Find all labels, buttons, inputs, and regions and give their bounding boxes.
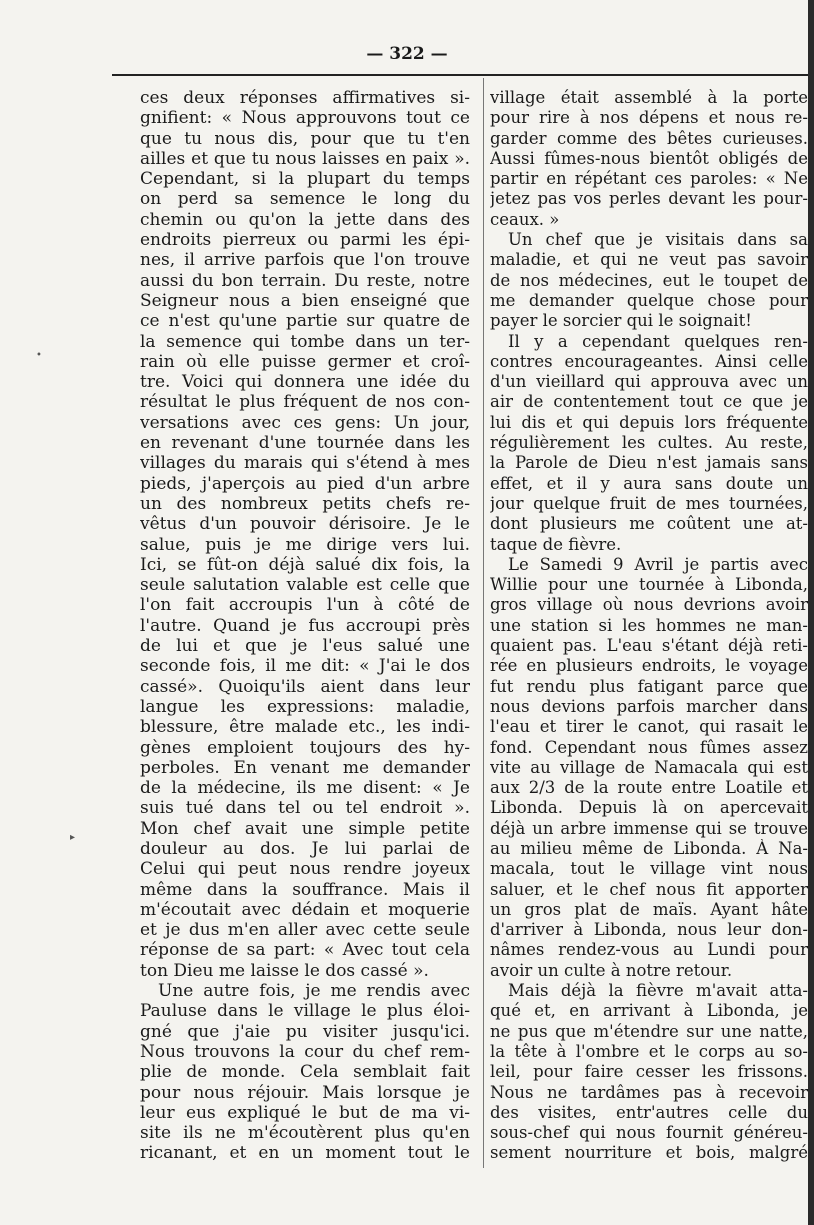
text-line: suis tué dans tel ou tel endroit ». bbox=[140, 798, 470, 819]
text-line: des visites, entr'autres celle du bbox=[490, 1102, 808, 1122]
text-line: gros village où nous devrions avoir bbox=[490, 595, 808, 615]
text-line: Ici, se fût-on déjà salué dix fois, la bbox=[140, 554, 470, 575]
text-line: en revenant d'une tournée dans les bbox=[140, 433, 470, 454]
text-line: seconde fois, il me dit: « J'ai le dos bbox=[140, 656, 470, 677]
text-line: jour quelque fruit de mes tournées, bbox=[490, 493, 808, 513]
text-line: d'un vieillard qui approuva avec un bbox=[490, 372, 808, 392]
text-line: ailles et que tu nous laisses en paix ». bbox=[140, 148, 470, 169]
text-line: de nos médecines, eut le toupet de bbox=[490, 270, 808, 290]
text-line: ce n'est qu'une partie sur quatre de bbox=[140, 311, 470, 332]
text-line: gnifient: « Nous approuvons tout ce bbox=[140, 108, 470, 129]
text-line: Il y a cependant quelques ren- bbox=[508, 331, 808, 351]
text-line: ne pus que m'étendre sur une natte, bbox=[490, 1021, 808, 1041]
text-line: pieds, j'aperçois au pied d'un arbre bbox=[140, 473, 470, 494]
text-line: site ils ne m'écoutèrent plus qu'en bbox=[140, 1123, 470, 1144]
text-line: d'arriver à Libonda, nous leur don- bbox=[490, 920, 808, 940]
text-line: effet, et il y aura sans doute un bbox=[490, 473, 808, 493]
text-line: cassé». Quoiqu'ils aient dans leur bbox=[140, 676, 470, 697]
text-line: pour rire à nos dépens et nous re- bbox=[490, 108, 808, 128]
text-line: la semence qui tombe dans un ter- bbox=[140, 331, 470, 352]
text-line: aux 2/3 de la route entre Loatile et bbox=[490, 778, 808, 798]
text-line: partir en répétant ces paroles: « Ne bbox=[490, 169, 808, 189]
text-line: Mais déjà la fièvre m'avait atta- bbox=[508, 981, 808, 1001]
text-line: Mon chef avait une simple petite bbox=[140, 818, 470, 839]
text-line: chemin ou qu'on la jette dans des bbox=[140, 209, 470, 230]
header-rule bbox=[112, 74, 812, 76]
text-line: leur eus expliqué le but de ma vi- bbox=[140, 1102, 470, 1123]
text-line: blessure, être malade etc., les indi- bbox=[140, 717, 470, 738]
text-line: un gros plat de maïs. Ayant hâte bbox=[490, 899, 808, 919]
text-line: versations avec ces gens: Un jour, bbox=[140, 412, 470, 433]
text-line: qué et, en arrivant à Libonda, je bbox=[490, 1001, 808, 1021]
text-line: quaient pas. L'eau s'étant déjà reti- bbox=[490, 636, 808, 656]
text-line: m'écoutait avec dédain et moquerie bbox=[140, 899, 470, 920]
text-line: villages du marais qui s'étend à mes bbox=[140, 453, 470, 474]
text-line: contres encourageantes. Ainsi celle bbox=[490, 351, 808, 371]
text-line: on perd sa semence le long du bbox=[140, 189, 470, 210]
text-line: ceaux. » bbox=[490, 209, 560, 229]
text-line: gènes emploient toujours des hy- bbox=[140, 737, 470, 758]
text-line: Aussi fûmes-nous bientôt obligés de bbox=[490, 148, 808, 168]
text-line: payer le sorcier qui le soignait! bbox=[490, 311, 752, 331]
text-line: Seigneur nous a bien enseigné que bbox=[140, 290, 470, 311]
text-line: tre. Voici qui donnera une idée du bbox=[140, 372, 470, 393]
text-line: Pauluse dans le village le plus éloi- bbox=[140, 1001, 470, 1022]
text-line: air de contentement tout ce que je bbox=[490, 392, 808, 412]
text-line: vite au village de Namacala qui est bbox=[490, 757, 808, 777]
text-line: plie de monde. Cela semblait fait bbox=[140, 1062, 470, 1083]
text-line: seule salutation valable est celle que bbox=[140, 575, 470, 596]
text-line: Cependant, si la plupart du temps bbox=[140, 169, 470, 190]
text-line: l'eau et tirer le canot, qui rasait le bbox=[490, 717, 808, 737]
text-line: et je dus m'en aller avec cette seule bbox=[140, 920, 470, 941]
text-line: régulièrement les cultes. Au reste, bbox=[490, 433, 808, 453]
text-line: Nous ne tardâmes pas à recevoir bbox=[490, 1082, 808, 1102]
text-line: sous-chef qui nous fournit généreu- bbox=[490, 1123, 808, 1143]
text-line: rain où elle puisse germer et croî- bbox=[140, 351, 470, 372]
text-line: perboles. En venant me demander bbox=[140, 757, 470, 778]
text-line: déjà un arbre immense qui se trouve bbox=[490, 818, 808, 838]
text-line: Libonda. Depuis là on apercevait bbox=[490, 798, 808, 818]
text-line: avoir un culte à notre retour. bbox=[490, 960, 733, 980]
text-line: jetez pas vos perles devant les pour- bbox=[490, 189, 808, 209]
text-line: Willie pour une tournée à Libonda, bbox=[490, 575, 808, 595]
text-line: la tête à l'ombre et le corps au so- bbox=[490, 1041, 808, 1061]
text-line: réponse de sa part: « Avec tout cela bbox=[140, 940, 470, 961]
text-line: même dans la souffrance. Mais il bbox=[140, 879, 470, 900]
text-line: leil, pour faire cesser les frissons. bbox=[490, 1062, 808, 1082]
text-line: endroits pierreux ou parmi les épi- bbox=[140, 230, 470, 251]
text-line: fut rendu plus fatigant parce que bbox=[490, 676, 808, 696]
text-line: vêtus d'un pouvoir dérisoire. Je le bbox=[140, 514, 470, 535]
text-line: pour nous réjouir. Mais lorsque je bbox=[140, 1082, 470, 1103]
text-line: ricanant, et en un moment tout le bbox=[140, 1143, 470, 1164]
column-divider bbox=[483, 78, 484, 1168]
margin-speck: ▸ bbox=[70, 832, 76, 843]
text-line: une station si les hommes ne man- bbox=[490, 615, 808, 635]
text-line: langue les expressions: maladie, bbox=[140, 696, 470, 717]
text-line: saluer, et le chef nous fit apporter bbox=[490, 879, 808, 899]
text-line: de lui et que je l'eus salué une bbox=[140, 636, 470, 657]
text-line: Celui qui peut nous rendre joyeux bbox=[140, 859, 470, 880]
text-line: la Parole de Dieu n'est jamais sans bbox=[490, 453, 808, 473]
text-line: macala, tout le village vint nous bbox=[490, 859, 808, 879]
text-line: douleur au dos. Je lui parlai de bbox=[140, 838, 470, 859]
text-line: maladie, et qui ne veut pas savoir bbox=[490, 250, 808, 270]
text-line: Un chef que je visitais dans sa bbox=[508, 230, 808, 250]
text-line: ces deux réponses affirmatives si- bbox=[140, 88, 470, 108]
text-line: Le Samedi 9 Avril je partis avec bbox=[508, 554, 808, 574]
text-line: un des nombreux petits chefs re- bbox=[140, 493, 470, 514]
text-line: Une autre fois, je me rendis avec bbox=[158, 981, 470, 1002]
page-number: — 322 — bbox=[366, 44, 448, 64]
text-line: fond. Cependant nous fûmes assez bbox=[490, 737, 808, 757]
left-column bbox=[140, 88, 470, 1164]
margin-speck: • bbox=[36, 350, 42, 361]
text-line: rée en plusieurs endroits, le voyage bbox=[490, 656, 808, 676]
text-line: village était assemblé à la porte bbox=[490, 88, 808, 107]
text-line: nes, il arrive parfois que l'on trouve bbox=[140, 250, 470, 271]
text-line: nâmes rendez-vous au Lundi pour bbox=[490, 940, 808, 960]
text-line: ton Dieu me laisse le dos cassé ». bbox=[140, 960, 429, 981]
text-line: l'on fait accroupis l'un à côté de bbox=[140, 595, 470, 616]
text-line: garder comme des bêtes curieuses. bbox=[490, 128, 808, 148]
text-line: sement nourriture et bois, malgré bbox=[490, 1143, 808, 1163]
right-column bbox=[490, 88, 808, 1164]
text-line: que tu nous dis, pour que tu t'en bbox=[140, 128, 470, 149]
text-line: de la médecine, ils me disent: « Je bbox=[140, 778, 470, 799]
text-line: salue, puis je me dirige vers lui. bbox=[140, 534, 470, 555]
text-line: au milieu même de Libonda. À Na- bbox=[490, 838, 808, 858]
text-line: me demander quelque chose pour bbox=[490, 290, 808, 310]
text-line: aussi du bon terrain. Du reste, notre bbox=[140, 270, 470, 291]
text-line: lui dis et qui depuis lors fréquente bbox=[490, 412, 808, 432]
text-line: gné que j'aie pu visiter jusqu'ici. bbox=[140, 1021, 470, 1042]
text-line: nous devions parfois marcher dans bbox=[490, 696, 808, 716]
text-line: l'autre. Quand je fus accroupi près bbox=[140, 615, 470, 636]
binding-edge bbox=[808, 0, 814, 1225]
text-line: résultat le plus fréquent de nos con- bbox=[140, 392, 470, 413]
text-line: taque de fièvre. bbox=[490, 534, 622, 554]
text-line: Nous trouvons la cour du chef rem- bbox=[140, 1041, 470, 1062]
text-line: dont plusieurs me coûtent une at- bbox=[490, 514, 808, 534]
